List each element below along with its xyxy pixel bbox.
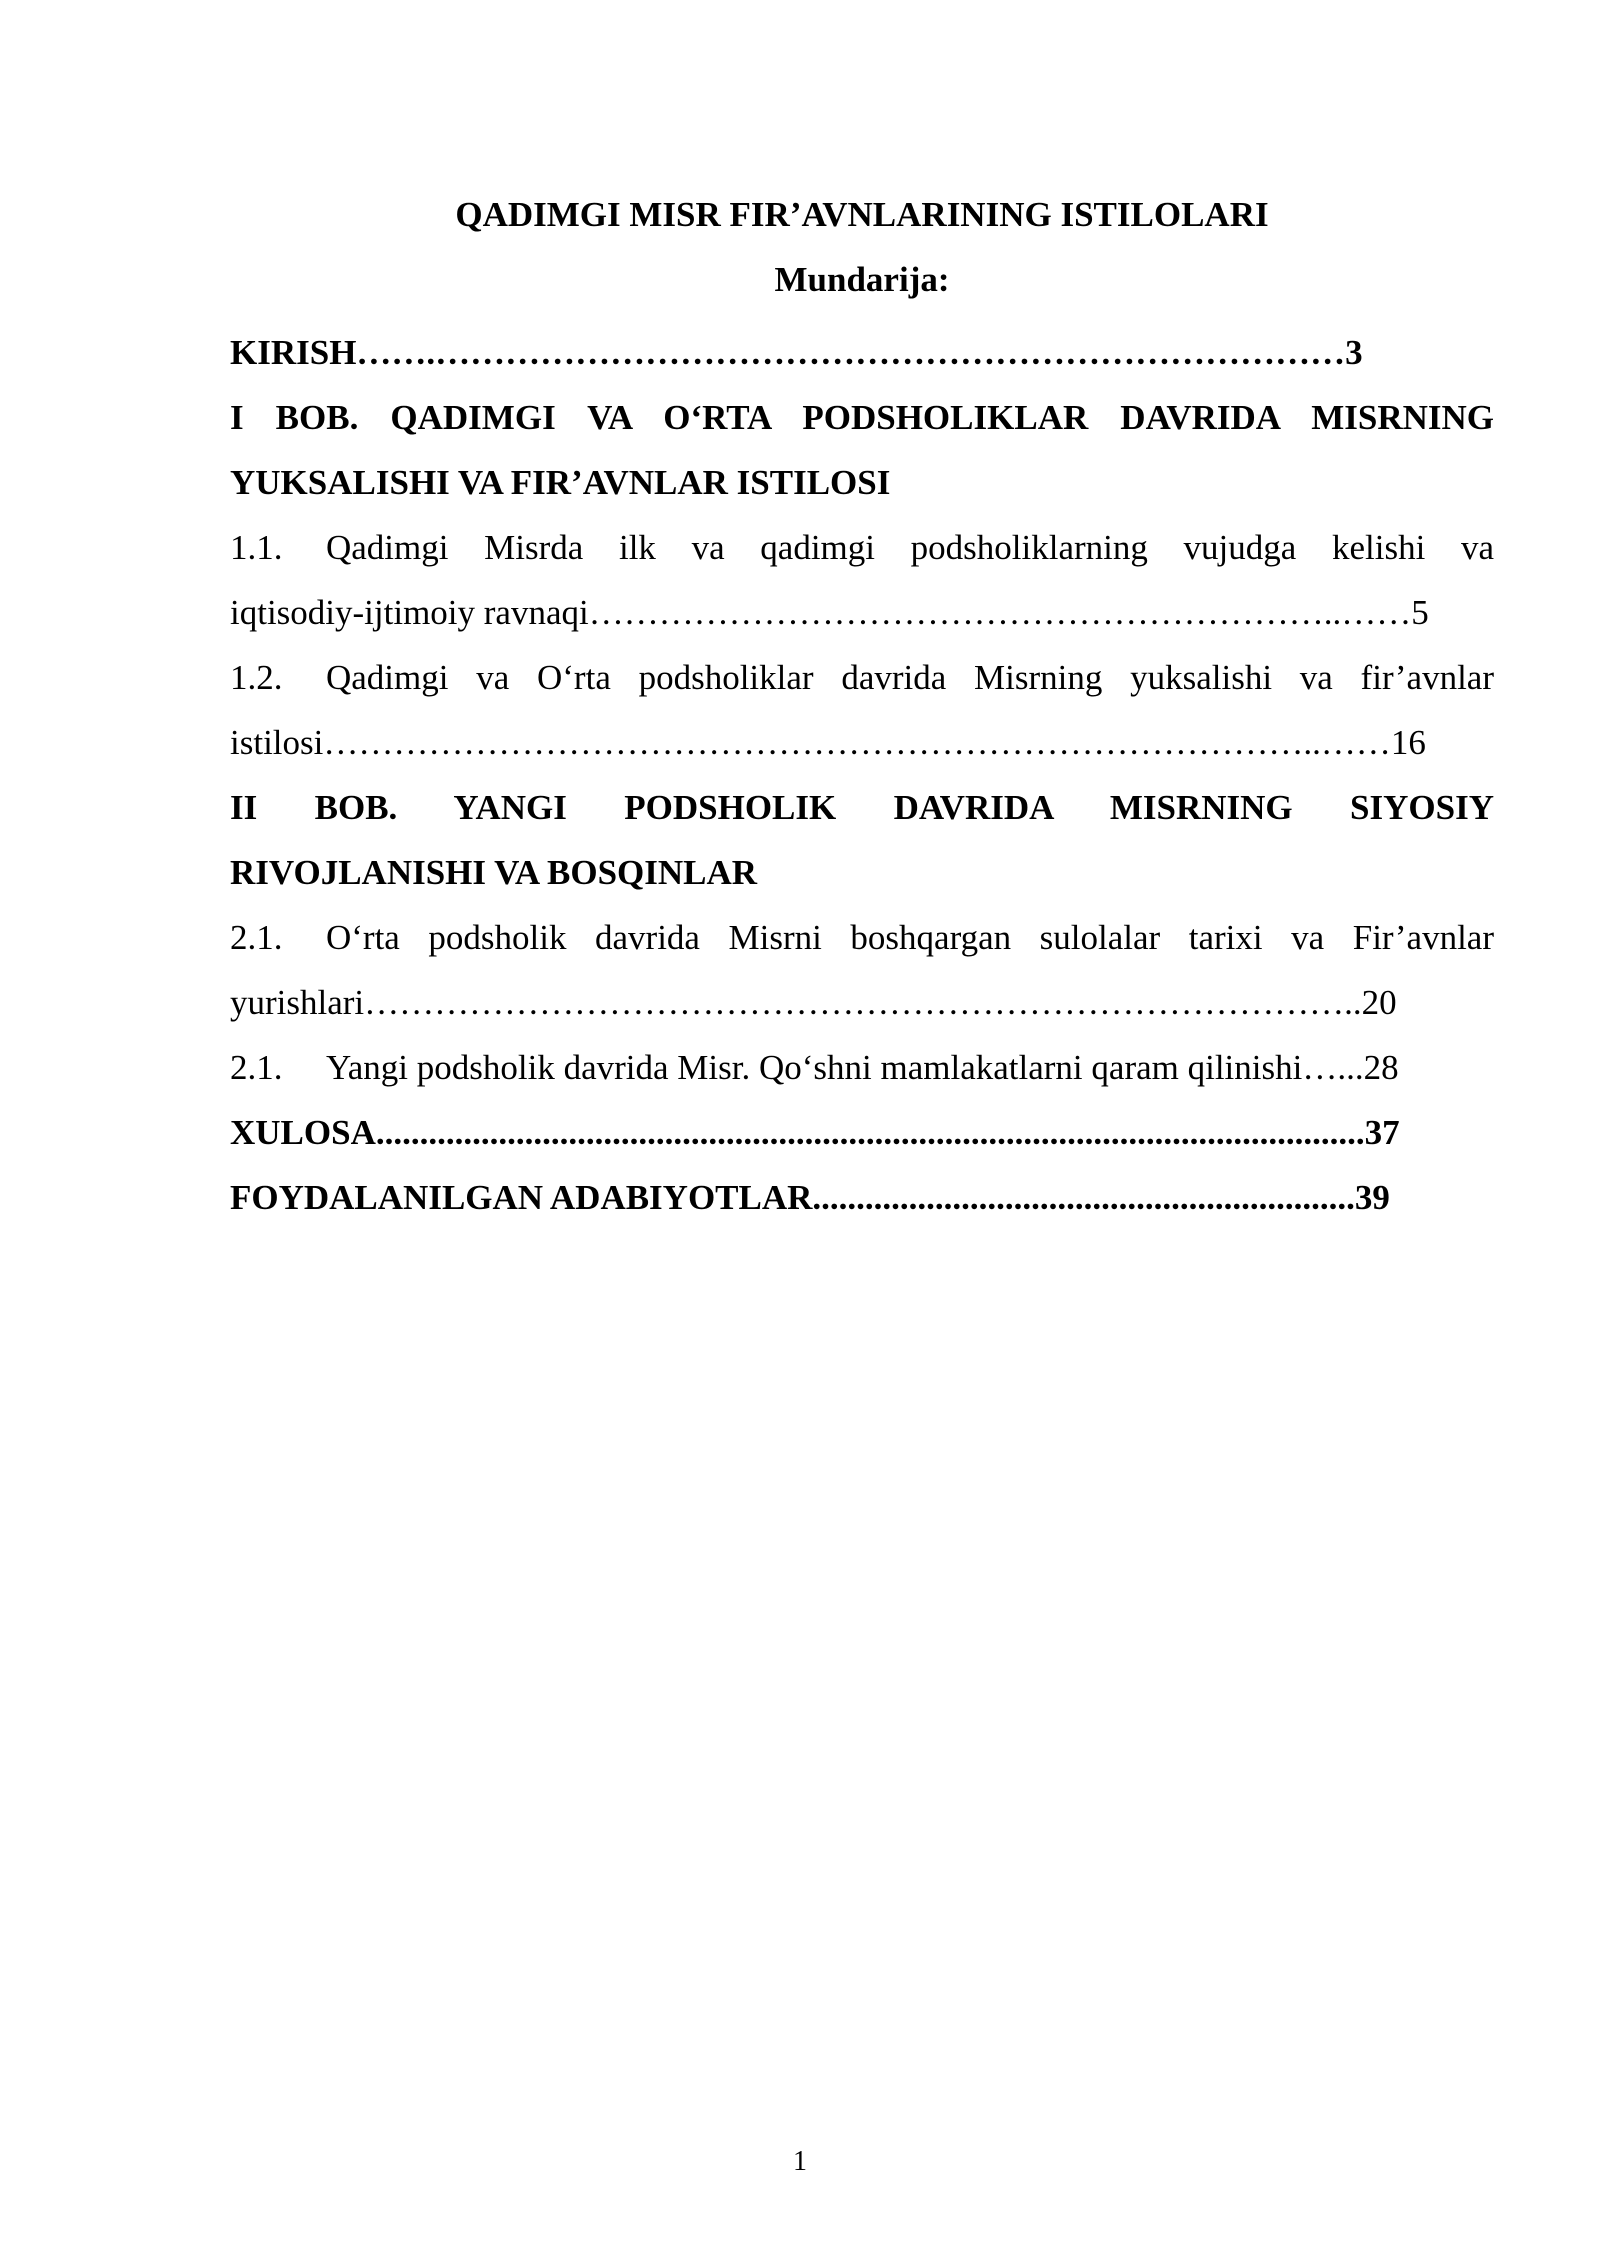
section-title: Qadimgi Misrda ilk va qadimgi podsholiklarning vujudga kelishi va (326, 528, 1494, 567)
section-number: 1.1. (230, 528, 283, 567)
toc-entry-section-2-2 (230, 1035, 1494, 1100)
toc-entry-xulosa: XULOSA.................................................................................................................37 (230, 1113, 1400, 1152)
page-number: 1 (793, 2146, 807, 2177)
section-title: Yangi podsholik davrida Misr. Qo‘shni mamlakatlarni qaram qilinishi…...28 (326, 1048, 1399, 1087)
toc-heading: Mundarija: (774, 260, 950, 299)
section-number: 1.2. (230, 658, 283, 697)
toc-entry-section-2-1-line-1 (230, 905, 1494, 970)
section-number: 2.1. (230, 1048, 283, 1087)
toc-entry-section-1-1-line-1 (230, 515, 1494, 580)
document-title: QADIMGI MISR FIR’AVNLARINING ISTILOLARI (455, 195, 1269, 234)
section-number: 2.1. (230, 918, 283, 957)
table-of-contents (230, 320, 1494, 1230)
toc-entry-kirish: KIRISH…….……………………………………………………………………3 (230, 333, 1363, 372)
toc-entry-chapter-2-line-1: II BOB. YANGI PODSHOLIK DAVRIDA MISRNING SIYOSIY (230, 788, 1494, 827)
toc-entry-section-2-1-line-2: yurishlari…………………………………………………………………………..20 (230, 983, 1397, 1022)
section-title: Qadimgi va O‘rta podsholiklar davrida Misrning yuksalishi va fir’avnlar (326, 658, 1494, 697)
toc-entry-section-1-2-line-1 (230, 645, 1494, 710)
toc-entry-section-1-2-line-2: istilosi…………………………………………………………………………..……16 (230, 723, 1426, 762)
toc-entry-chapter-2-line-2: RIVOJLANISHI VA BOSQINLAR (230, 853, 758, 892)
toc-entry-adabiyotlar: FOYDALANILGAN ADABIYOTLAR..............................................................39 (230, 1178, 1390, 1217)
toc-entry-chapter-1-line-1: I BOB. QADIMGI VA O‘RTA PODSHOLIKLAR DAVRIDA MISRNING (230, 398, 1494, 437)
toc-entry-chapter-1-line-2: YUKSALISHI VA FIR’AVNLAR ISTILOSI (230, 463, 891, 502)
toc-entry-section-1-1-line-2: iqtisodiy-ijtimoiy ravnaqi………………………………………………………..……5 (230, 593, 1429, 632)
section-title: O‘rta podsholik davrida Misrni boshqargan sulolalar tarixi va Fir’avnlar (326, 918, 1494, 957)
